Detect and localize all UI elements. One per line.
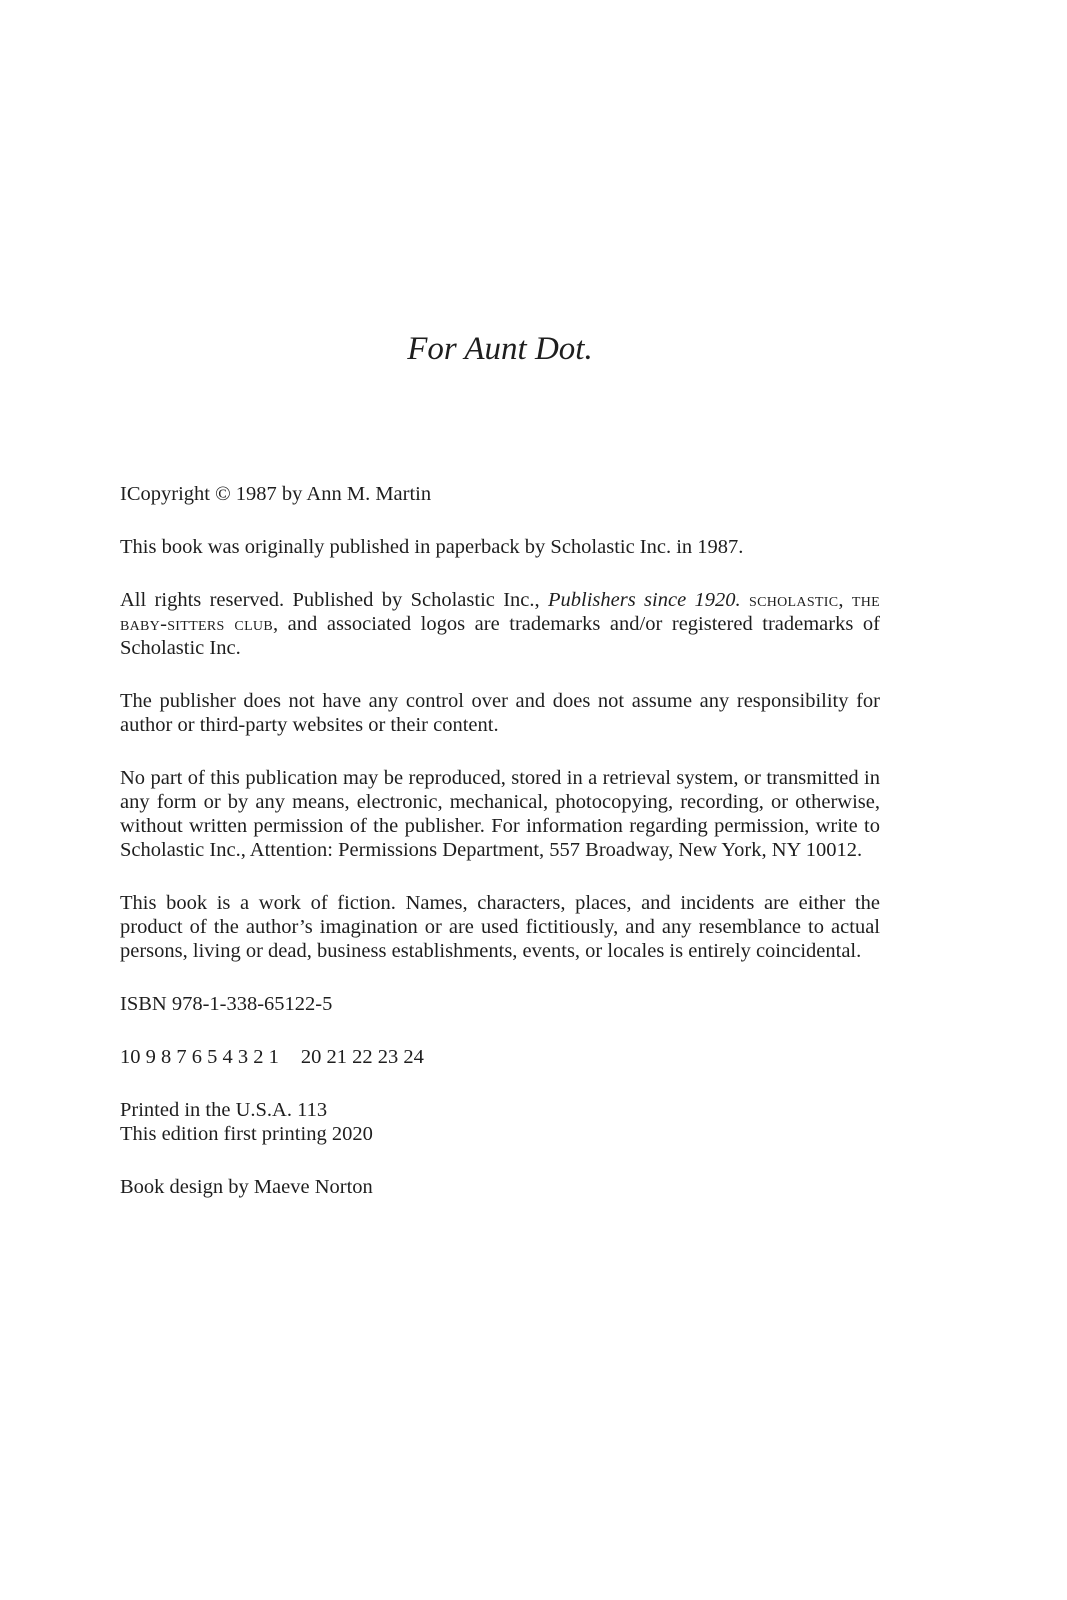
rights-comma: , <box>838 589 852 611</box>
fiction-notice: This book is a work of fiction. Names, characters, places, and incidents are either the product of the author’s imagination or are used fictitiously, and any resemblance to actual persons, living or dead, business establishments, events, or locales is entirely coincidental. <box>120 892 880 962</box>
printing-line <box>120 1045 880 1069</box>
original-publication-note: This book was originally published in paperback by Scholastic Inc. in 1987. <box>120 536 744 558</box>
printing-years: 20 21 22 23 24 <box>300 1046 424 1068</box>
trademark-baby-sitters-club: the baby-sitters club <box>120 589 880 635</box>
reproduction-notice: No part of this publication may be reproduced, stored in a retrieval system, or transmitted in any form or by any means, electronic, mechanical, photocopying, recording, or otherwise, without written permission of the publisher. For information regarding permission, write to Scholastic Inc., Attention: Permissions Department, 557 Broadway, New York, NY 10012. <box>120 767 880 861</box>
copyright-block <box>120 482 880 1228</box>
printing-info <box>120 1098 880 1146</box>
rights-reserved-paragraph <box>120 588 880 660</box>
book-design-credit: Book design by Maeve Norton <box>120 1176 373 1198</box>
edition-note: This edition first printing 2020 <box>120 1123 373 1145</box>
websites-disclaimer: The publisher does not have any control over and does not assume any responsibility for author or third-party websites or their content. <box>120 690 880 736</box>
rights-text-2: , and associated logos are trademarks and/or registered trademarks of Scholastic Inc. <box>120 613 880 659</box>
rights-text-1: All rights reserved. Published by Scholastic Inc., <box>120 589 548 611</box>
copyright-line: ICopyright © 1987 by Ann M. Martin <box>120 483 432 505</box>
isbn: ISBN 978-1-338-65122-5 <box>120 993 333 1015</box>
dedication: For Aunt Dot. <box>407 331 593 367</box>
trademark-scholastic: scholastic <box>749 589 839 611</box>
printed-in: Printed in the U.S.A. 113 <box>120 1099 328 1121</box>
printing-numbers: 10 9 8 7 6 5 4 3 2 1 <box>120 1046 279 1068</box>
publishers-since: Publishers since 1920. <box>548 589 741 611</box>
